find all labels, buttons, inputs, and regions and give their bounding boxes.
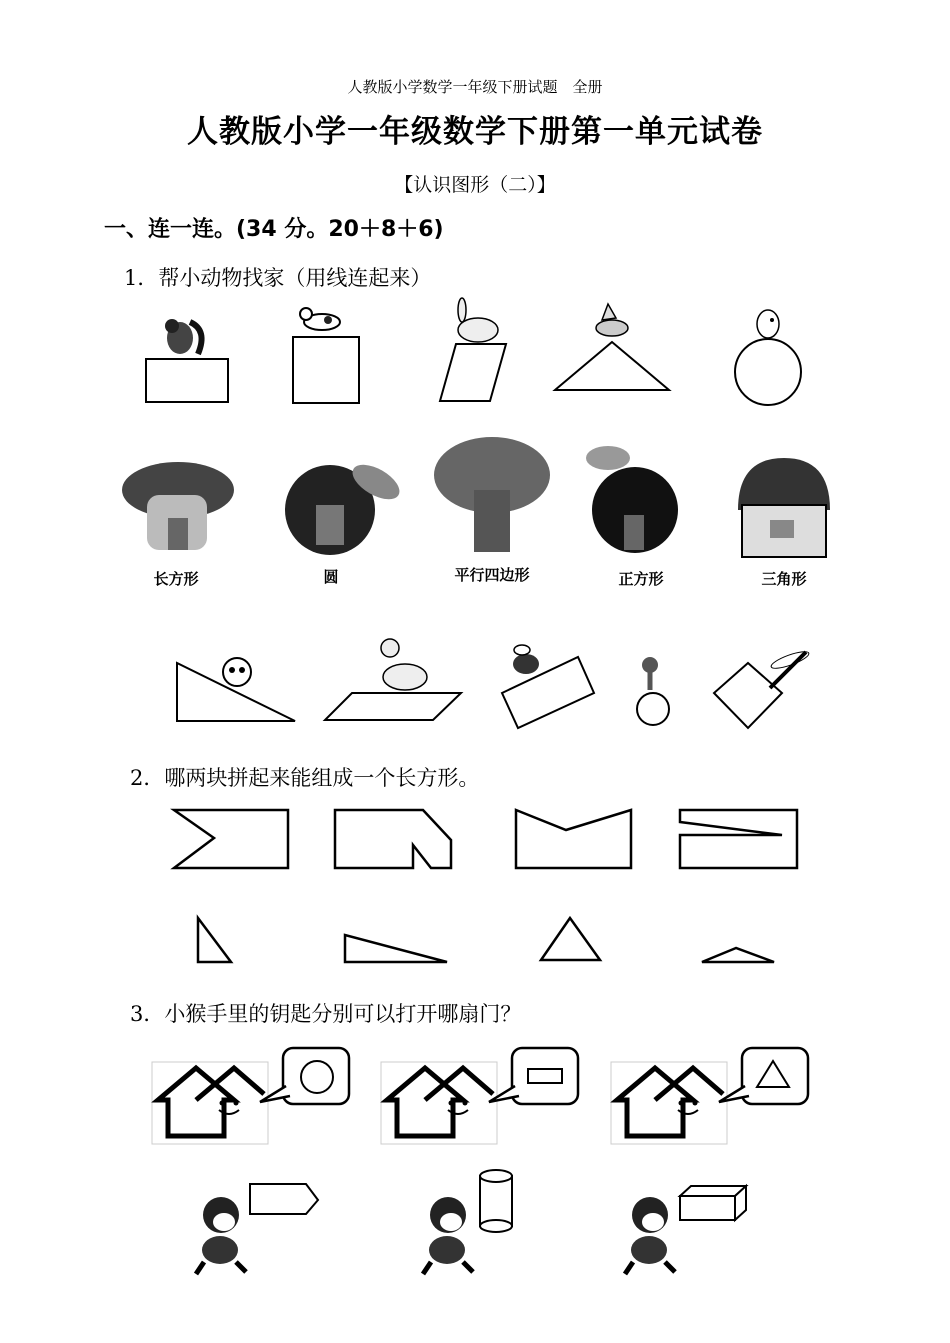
- page-subtitle: 【认识图形（二）】: [394, 174, 556, 196]
- house-label: 圆: [323, 568, 339, 586]
- page-title: 人教版小学一年级数学下册第一单元试卷: [187, 114, 763, 150]
- house-label: 正方形: [618, 570, 664, 588]
- question-3-prompt: 3．小猴手里的钥匙分别可以打开哪扇门？: [130, 1002, 522, 1026]
- question-1-prompt: 1．帮小动物找家（用线连起来）: [124, 266, 432, 290]
- house-label: 三角形: [761, 570, 807, 588]
- monkey-icon: [196, 1197, 246, 1274]
- monkey-icon: [625, 1197, 675, 1274]
- question-2-prompt: 2．哪两块拼起来能组成一个长方形。: [130, 766, 480, 790]
- section-heading: 一、连一连。(34 分。20＋8＋6): [104, 217, 444, 242]
- monkey-icon: [423, 1197, 473, 1274]
- house-label: 平行四边形: [454, 566, 530, 584]
- cuboid-key-shape: [680, 1186, 746, 1220]
- cylinder-key-shape: [480, 1170, 512, 1232]
- running-header: 人教版小学数学一年级下册试题 全册: [347, 78, 603, 96]
- house-label: 长方形: [153, 570, 199, 588]
- pentagon-key-shape: [250, 1184, 318, 1214]
